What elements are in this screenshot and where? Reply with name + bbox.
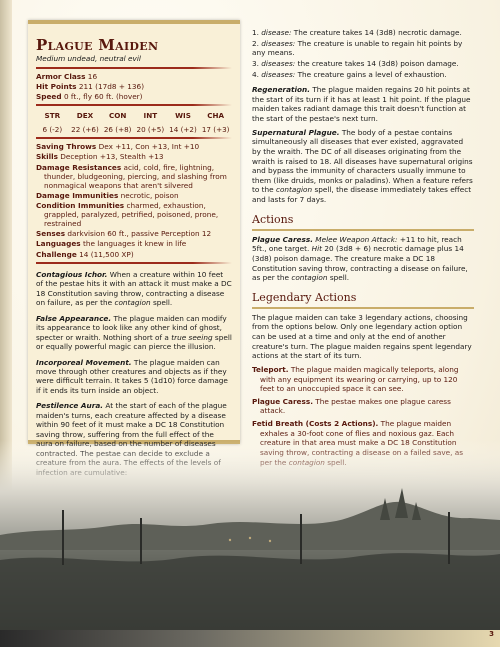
ability-name: DEX [76, 111, 94, 121]
trait-contagious-ichor: Contagious Ichor. When a creature within 10 feet of the pestae hits it with an attack it must make a DC 18 Constitution saving throw, contracting a disease on failure, as per the contagion spell. [36, 269, 232, 308]
swamp-landscape-image [0, 440, 500, 647]
languages: Languages the languages it knew in life [36, 239, 187, 249]
damage-resistances: Damage Resistances acid, cold, fire, lightning, thunder, bludgeoning, piercing, and slashing from nonmagical weapons that aren't silvered [36, 162, 227, 190]
divider [36, 137, 232, 139]
infection-levels [252, 28, 474, 79]
monster-name: Plague Maiden [36, 36, 159, 54]
condition-immunities: Condition Immunities charmed, exhaustion, grappled, paralyzed, petrified, poisoned, prone, restrained [36, 200, 219, 229]
trait-regeneration: Regeneration. The plague maiden regains 20 hit points at the start of its turn if it has at least 1 hit point. If the plague maiden takes radiant damage this trait doesn't function at the start of the pestae's next turn. [252, 85, 471, 123]
infection-level: 1. disease: The creature takes 14 (3d8) necrotic damage. [252, 28, 462, 37]
stat-block [28, 20, 240, 444]
legendary-teleport: Teleport. The plague maiden magically teleports, along with any equipment its wearing or carrying, up to 120 feet to an unoccupied space it can see. [252, 364, 459, 394]
legendary-intro: The plague maiden can take 3 legendary actions, choosing from the options below. Only one legendary action option can be used at a time and only at the end of another creature's turn. The plague maiden regains spent legendary actions at the start of its turn. [252, 312, 472, 361]
legendary-actions-header: Legendary Actions [252, 290, 357, 304]
trait-incorporeal-movement: Incorporeal Movement. The plague maiden can move through other creatures and objects as if they were difficult terrain. It takes 5 (1d10) force damage if it ends its turn inside an object. [36, 357, 228, 395]
divider [36, 104, 232, 106]
ability-score: 22 (+6) [71, 125, 99, 135]
ability-score: 26 (+8) [103, 125, 132, 135]
ability-name: CHA [207, 111, 225, 121]
saving-throws: Saving Throws Dex +11, Con +13, Int +10 [36, 142, 200, 152]
header-rule [252, 307, 474, 309]
armor-class: Armor Class 16 [36, 72, 98, 81]
page-number: 3 [489, 630, 494, 638]
divider [36, 67, 232, 69]
hit-points: Hit Points 211 (17d8 + 136) [36, 82, 145, 92]
divider [36, 262, 232, 264]
right-column [252, 28, 474, 470]
trait-pestilence-aura: Pestilence Aura. At the start of each of the plague maiden's turns, each creature affected by a disease within 90 feet of it must make a DC 18 Constitution saving throw, suffering from the full effect of the [36, 401, 227, 439]
speed: Speed 0 ft., fly 60 ft. (hover) [36, 92, 143, 102]
challenge: Challenge 14 (11,500 XP) [36, 249, 134, 259]
properties [36, 142, 232, 258]
damage-immunities: Damage Immunities necrotic, poison [36, 190, 179, 200]
skills: Skills Deception +13, Stealth +13 [36, 152, 164, 162]
trait-false-appearance: False Appearance. The plague maiden can modify its appearance to look like any other kind of ghost, specter or wraith. Nothing short of a true seeing spell or equally powerful magic can pierce the illusion. [36, 313, 232, 352]
infection-level: 4. diseases: The creature gains a level of exhaustion. [252, 69, 447, 79]
infection-level: 3. diseases: the creature takes 14 (3d8) poison damage. [252, 58, 459, 68]
ability-name: STR [44, 111, 61, 121]
legendary-plague-caress: Plague Caress. The pestae makes one plague caress attack. [252, 396, 451, 416]
ability-name: CON [108, 111, 127, 121]
ability-score: 6 (-2) [42, 125, 63, 135]
ability-score: 17 (+3) [201, 125, 230, 135]
ability-scores [36, 111, 232, 134]
senses: Senses darkvision 60 ft., passive Perception 12 [36, 229, 212, 239]
monster-type: Medium undead, neutral evil [36, 54, 141, 63]
trait-supernatural-plague: Supernatural Plague. The body of a pestae contains simultaneously all diseases that ever existed, aggravated by the wraith. The DC of all diseases originating from the wraith is raised to 18. All diseases have supernatural origins and bypass the immunity of characters usually immune to them (like druids, monks or paladins). When a feature refers to the contagion spell, the disease immediately takes effect and lasts for 7 days. [252, 127, 473, 204]
ability-score: 20 (+5) [136, 125, 165, 135]
action-plague-caress: Plague Caress. Melee Weapon Attack: +11 to hit, reach 5ft., one target. Hit 20 (3d8 + 6) necrotic damage plus 14 (3d8) poison damage. The creature make a DC 18 Constitution saving throw, contracting a disease on failure, as per the contagion spell. [252, 234, 468, 283]
ability-name: INT [143, 111, 158, 121]
infection-level: 2. diseases: The creature is unable to regain hit points by any means. [252, 38, 463, 58]
legendary-fetid-breath: Fetid Breath (Costs 2 Actions). The plague maiden exhales a 30-foot cone of flies and noxious gaz. Each [252, 419, 455, 438]
swamp-illustration [0, 440, 500, 647]
actions-header: Actions [252, 212, 294, 226]
ability-name: WIS [175, 111, 191, 121]
ability-score: 14 (+2) [169, 125, 197, 135]
footer-bar [0, 630, 500, 647]
header-rule [252, 229, 474, 231]
